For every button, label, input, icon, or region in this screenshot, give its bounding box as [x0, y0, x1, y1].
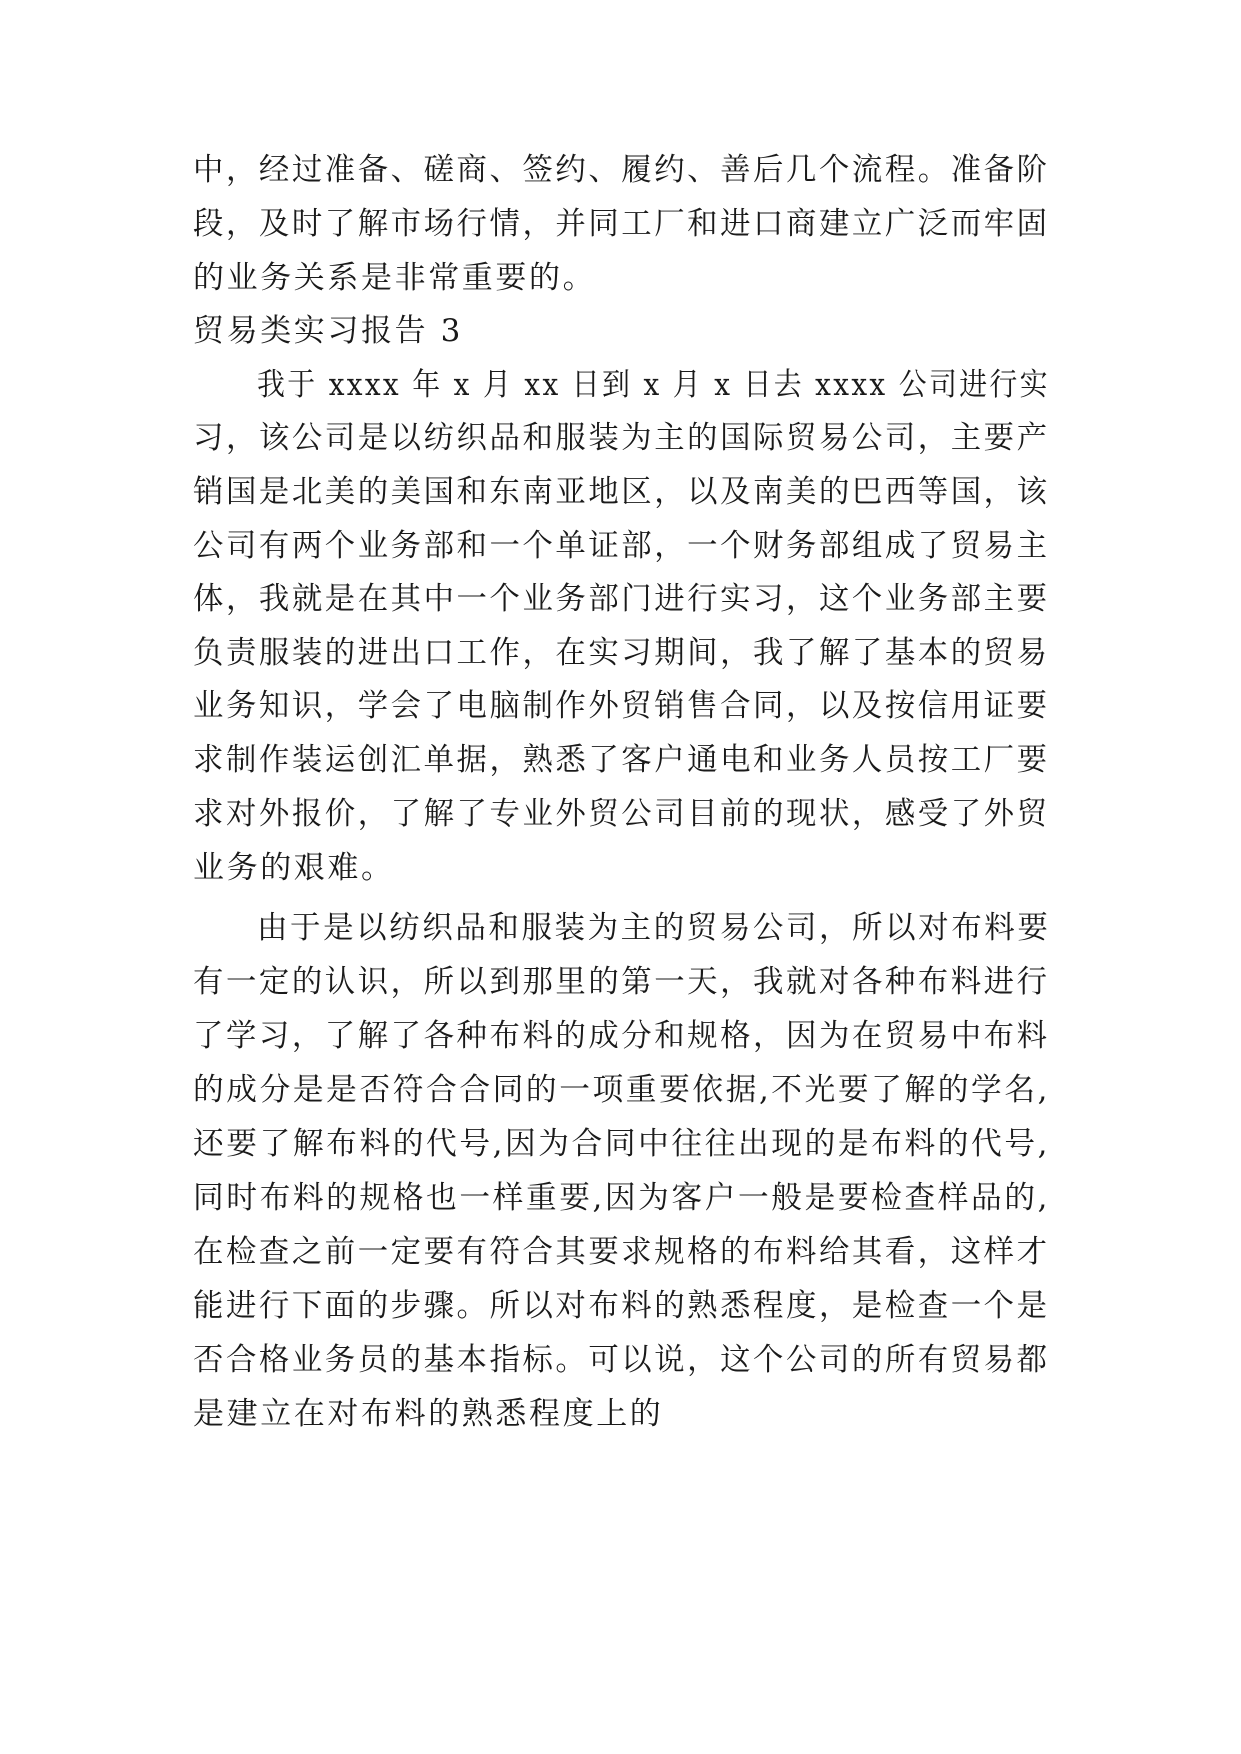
text-line: 负责服装的进出口工作，在实习期间，我了解了基本的贸易: [193, 635, 1050, 671]
section-heading: 贸易类实习报告 3: [193, 313, 463, 349]
text-line: 业务知识，学会了电脑制作外贸销售合同，以及按信用证要: [193, 688, 1050, 724]
text-line: 习，该公司是以纺织品和服装为主的国际贸易公司，主要产: [193, 420, 1050, 456]
text-line: 公司有两个业务部和一个单证部，一个财务部组成了贸易主: [193, 528, 1050, 564]
text-line: 由于是以纺织品和服装为主的贸易公司，所以对布料要: [257, 910, 1051, 946]
text-line: 否合格业务员的基本指标。可以说，这个公司的所有贸易都: [193, 1342, 1050, 1378]
text-line: 段，及时了解市场行情，并同工厂和进口商建立广泛而牢固: [193, 206, 1050, 242]
text-line: 业务的艰难。: [193, 850, 395, 886]
text-line: 我于 xxxx 年 x 月 xx 日到 x 月 x 日去 xxxx 公司进行实: [257, 367, 1050, 403]
text-line: 同时布料的规格也一样重要,因为客户一般是要检查样品的,: [193, 1180, 1050, 1216]
text-line: 求对外报价，了解了专业外贸公司目前的现状，感受了外贸: [193, 796, 1050, 832]
text-line: 的业务关系是非常重要的。: [193, 260, 597, 296]
text-line: 有一定的认识，所以到那里的第一天，我就对各种布料进行: [193, 964, 1050, 1000]
text-line: 求制作装运创汇单据，熟悉了客户通电和业务人员按工厂要: [193, 742, 1050, 778]
text-line: 体，我就是在其中一个业务部门进行实习，这个业务部主要: [193, 581, 1050, 617]
text-line: 了学习，了解了各种布料的成分和规格，因为在贸易中布料: [193, 1018, 1050, 1054]
text-line: 是建立在对布料的熟悉程度上的: [193, 1396, 664, 1432]
text-line: 还要了解布料的代号,因为合同中往往出现的是布料的代号,: [193, 1126, 1050, 1162]
text-line: 销国是北美的美国和东南亚地区，以及南美的巴西等国，该: [193, 474, 1050, 510]
text-line: 中，经过准备、磋商、签约、履约、善后几个流程。准备阶: [193, 152, 1050, 188]
text-line: 的成分是是否符合合同的一项重要依据,不光要了解的学名,: [193, 1072, 1050, 1108]
text-line: 在检查之前一定要有符合其要求规格的布料给其看，这样才: [193, 1234, 1050, 1270]
text-line: 能进行下面的步骤。所以对布料的熟悉程度，是检查一个是: [193, 1288, 1050, 1324]
